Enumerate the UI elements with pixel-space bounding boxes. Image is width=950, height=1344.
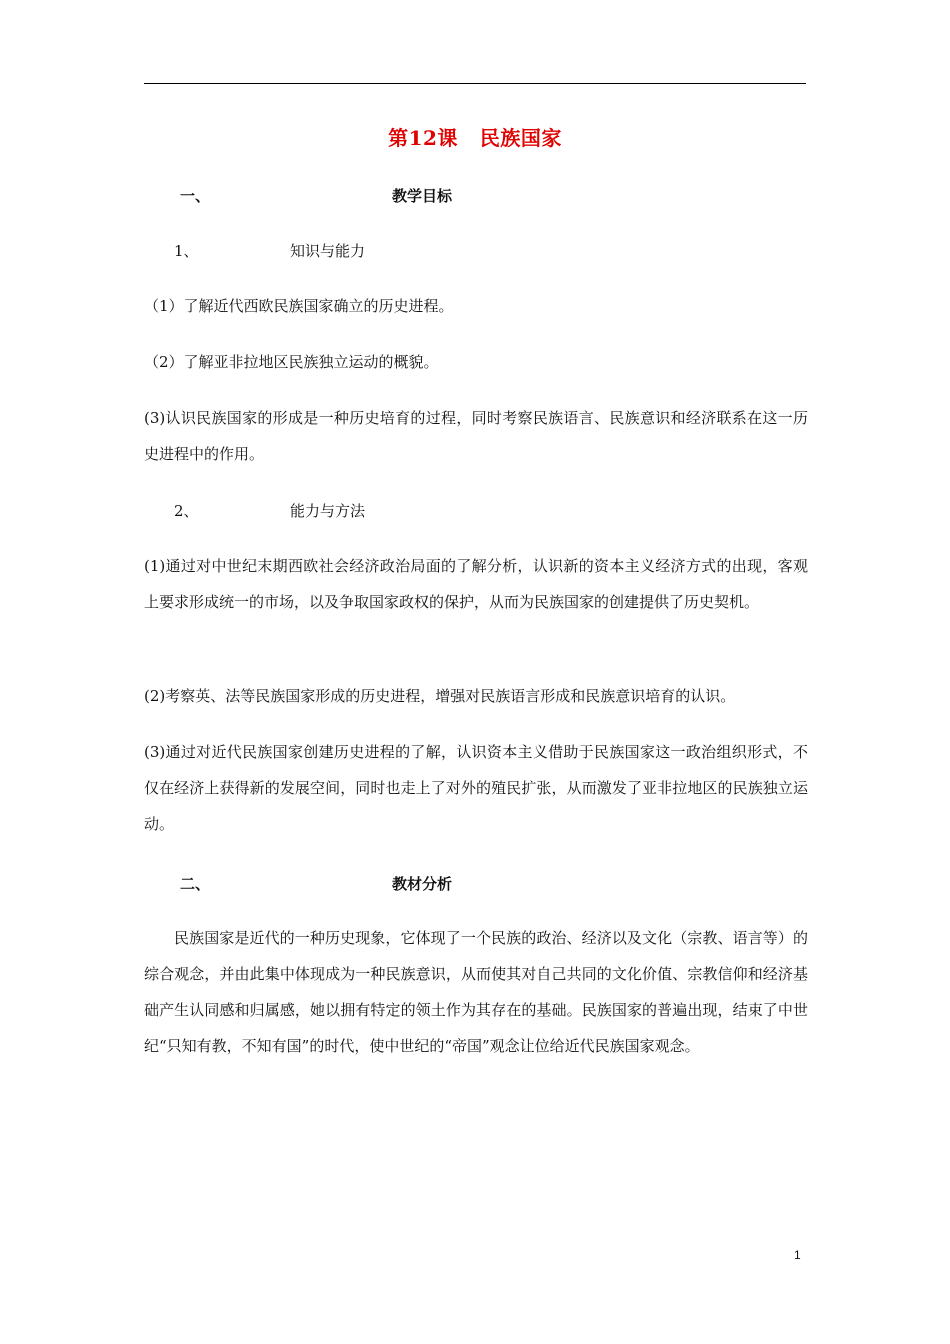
sub2-number: 2、 — [174, 502, 199, 520]
section2-number: 二、 — [180, 875, 211, 893]
objective-1-2: （2）了解亚非拉地区民族独立运动的概貌。 — [144, 353, 439, 371]
objective-2-3: (3)通过对近代民族国家创建历史进程的了解，认识资本主义借助于民族国家这一政治组织形式，不仅在经济上获得新的发展空间，同时也走上了对外的殖民扩张，从而激发了亚非拉地区的民族独立运动。 — [144, 743, 808, 833]
section1-heading: 教学目标 — [392, 187, 453, 205]
page-title — [0, 122, 950, 151]
lesson-name: 民族国家 — [479, 126, 562, 150]
sub1-heading: 知识与能力 — [290, 242, 366, 260]
section2-heading: 教材分析 — [392, 875, 453, 893]
objective-2-2: (2)考察英、法等民族国家形成的历史进程，增强对民族语言形成和民族意识培育的认识。 — [144, 687, 736, 705]
sub1-number: 1、 — [174, 242, 199, 260]
sub2-heading: 能力与方法 — [290, 502, 366, 520]
objective-1-3: (3)认识民族国家的形成是一种历史培育的过程，同时考察民族语言、民族意识和经济联系在这一历史进程中的作用。 — [144, 409, 808, 463]
textbook-analysis-paragraph: 民族国家是近代的一种历史现象，它体现了一个民族的政治、经济以及文化（宗教、语言等）的综合观念，并由此集中体现成为一种民族意识，从而使其对自己共同的文化价值、宗教信仰和经济基础产生认同感和归属感，她以拥有特定的领土作为其存在的基础。民族国家的普遍出现，结束了中世纪“只知有教，不知有国”的时代，使中世纪的“帝国”观念让位给近代民族国家观念。 — [144, 929, 808, 1055]
header-rule — [144, 83, 806, 84]
objective-2-1: (1)通过对中世纪末期西欧社会经济政治局面的了解分析，认识新的资本主义经济方式的出现，客观上要求形成统一的市场，以及争取国家政权的保护，从而为民族国家的创建提供了历史契机。 — [144, 557, 808, 611]
section1-number: 一、 — [180, 187, 211, 205]
lesson-number: 第12课 — [388, 126, 458, 150]
page-number: 1 — [794, 1248, 801, 1262]
objective-1-1: （1）了解近代西欧民族国家确立的历史进程。 — [144, 297, 454, 315]
